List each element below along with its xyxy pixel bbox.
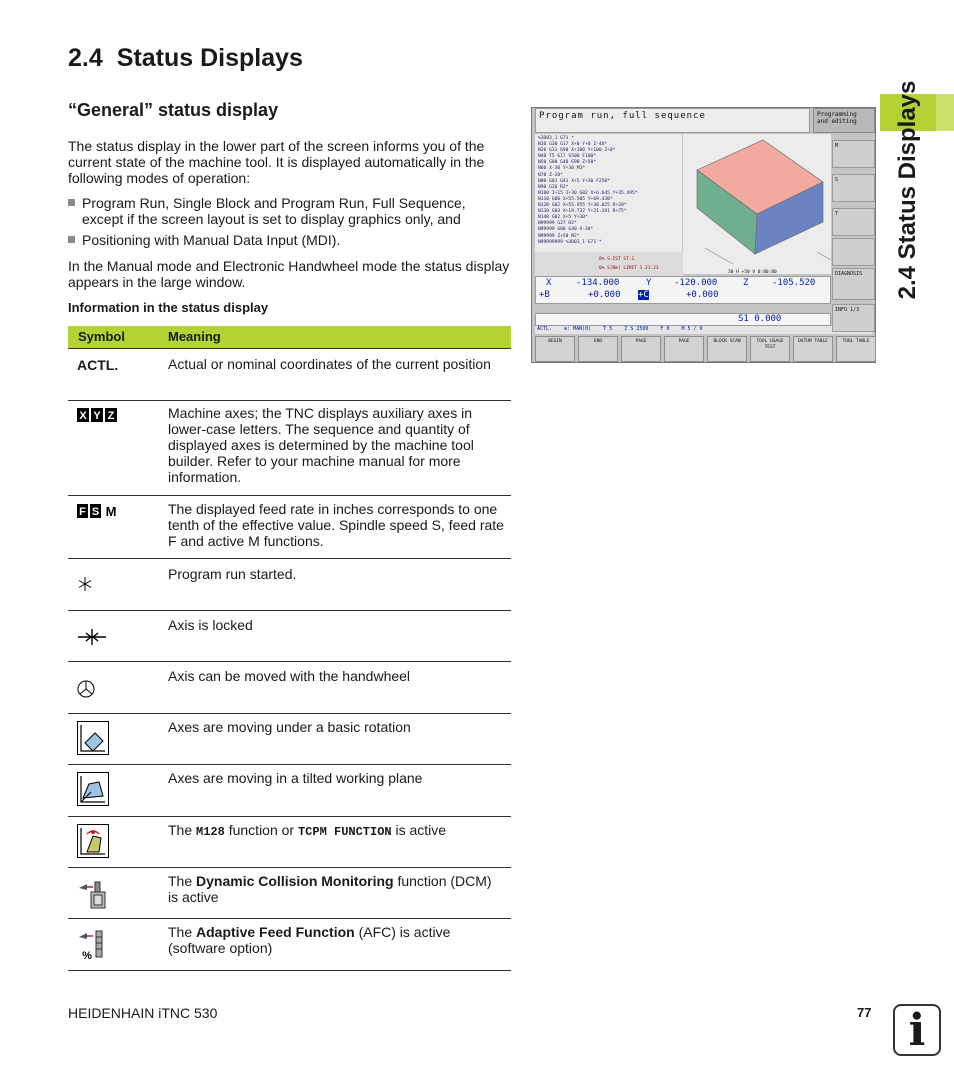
row-meaning: Axis can be moved with the handwheel (168, 668, 411, 684)
tcpm-code: TCPM FUNCTION (297, 825, 392, 839)
page-down-softkey[interactable]: PAGE (664, 336, 704, 362)
row-meaning: The displayed feed rate in inches corresponds to one tenth of the effective value. Spindle speed S, feed rate F and active M functions. (168, 501, 504, 549)
table-header (68, 326, 511, 349)
svg-text:F: F (79, 506, 86, 518)
y-axis-label: Y (646, 278, 652, 288)
workpiece-graphic (683, 134, 831, 274)
meaning-text: The (168, 873, 197, 889)
svg-text:S: S (91, 506, 100, 518)
table-row (68, 817, 511, 868)
adaptive-feed-icon (77, 929, 111, 963)
section-label: Information in the status display (68, 300, 269, 315)
z-axis-value: -105.520 (772, 278, 816, 288)
tcpm-function-icon (77, 824, 109, 858)
row-meaning: Axis is locked (168, 617, 253, 633)
dcm-name: Dynamic Collision Monitoring (196, 873, 394, 889)
meaning-text: (AFC) is active (software option) (168, 924, 451, 956)
end-softkey[interactable]: END (578, 336, 618, 362)
table-row (68, 714, 511, 765)
row-meaning (168, 924, 504, 956)
page-title (68, 44, 303, 73)
subheading: “General” status display (68, 100, 279, 120)
handwheel-icon (77, 680, 95, 698)
time-display: 30 H +50 V 0:00:00 (728, 270, 777, 275)
row-meaning: Program run started. (168, 566, 297, 582)
graphics-window (683, 134, 831, 274)
meaning-text: The (168, 924, 197, 940)
spindle-display (535, 313, 831, 326)
xyz-axes-icon (77, 408, 117, 422)
intro-paragraph: The status display in the lower part of the screen informs you of the current state of the machine tool. It is displayed automatically in the following modes of operation: (68, 138, 485, 186)
svg-text:%: % (82, 950, 92, 962)
table-row (68, 868, 511, 919)
program-run-star-icon (77, 576, 93, 592)
info-glyph: i (908, 1005, 926, 1056)
row-meaning: Axes are moving under a basic rotation (168, 719, 411, 735)
meaning-text: is active (391, 822, 447, 838)
blank-softkey[interactable] (832, 238, 875, 266)
bottom-softkey-row (535, 336, 875, 362)
s-softkey[interactable]: S (832, 174, 875, 202)
meaning-text: function (DCM) is active (168, 873, 492, 905)
svg-text:X: X (79, 410, 87, 422)
section-number: 2.4 (68, 44, 103, 72)
section-title: Status Displays (116, 44, 303, 72)
status-window (535, 252, 683, 276)
c-axis-label: +C (638, 290, 649, 300)
actl-bar-text: ACTL. ⊕: MAN(0) T 5 Z S 2500 F 0 M 5 / 9 (537, 326, 703, 332)
tool-usage-test-softkey[interactable]: TOOL USAGE TEST (750, 336, 790, 362)
program-listing: %3D03_1 G71 * N10 G30 G17 X+0 Y+0 Z-40* N20 G31 G90 X+100 Y+100 Z+0* N40 T5 G17 S500 F100* N50 G00 G40 G90 Z+50* N60 X-30 Y+30 M3* N70 Z-20* N80 G01 G41 X+5 Y+30 F250* N90 G26 R2* N100 I+15 J+30 G02 X+6.645 Y+35.495* N110 G06 X+55.505 Y+69.430* N120 G02 X+55.955 Y+30.025 R+20* N130 G03 X+19.732 Y+21.191 R+75* N140 G02 X+5 Y+30* N99999 G27 R2* N99999 G00 G40 X-30* N99999 Z+50 M2* N99999999 %3D03_1 G71 * (535, 134, 682, 252)
table-row (68, 401, 511, 496)
actl-status-bar (535, 326, 872, 334)
status-symbol-table (68, 326, 511, 971)
b-axis-label: +B (539, 290, 550, 300)
meaning-text: function or (224, 822, 298, 838)
c-axis-value: +0.000 (686, 290, 719, 300)
row-meaning: Axes are moving in a tilted working plane (168, 770, 423, 786)
position-display (535, 276, 831, 304)
info-softkey[interactable]: INFO 1/3 (832, 304, 875, 332)
row-meaning (168, 822, 504, 840)
tnc-screenshot (531, 107, 876, 363)
screen-mode-title: Program run, full sequence (535, 108, 810, 133)
table-row (68, 496, 511, 559)
row-meaning: Actual or nominal coordinates of the current position (168, 356, 491, 372)
diagnosis-softkey[interactable]: DIAGNOSIS (832, 268, 875, 300)
m-softkey[interactable]: M (832, 140, 875, 168)
block-scan-softkey[interactable]: BLOCK SCAN (707, 336, 747, 362)
basic-rotation-icon (77, 721, 109, 755)
status-line-2: 0% S[Nm] LIMIT 1 21:23 (599, 266, 659, 271)
m128-code: M128 (196, 825, 225, 839)
svg-text:M: M (105, 504, 117, 518)
table-row (68, 559, 511, 611)
table-row (68, 919, 511, 971)
spindle-value: S1 0.000 (738, 314, 782, 324)
x-axis-value: -134.000 (576, 278, 620, 288)
chapter-tab-edge (936, 94, 954, 131)
side-chapter-title: 2.4 Status Displays (894, 80, 921, 300)
axis-locked-icon (77, 628, 107, 646)
right-softkey-column (832, 134, 875, 334)
svg-text:Y: Y (93, 410, 101, 422)
footer-product: HEIDENHAIN iTNC 530 (68, 1005, 218, 1021)
b-axis-value: +0.000 (588, 290, 621, 300)
row-meaning: Machine axes; the TNC displays auxiliary axes in lower-case letters. The sequence and quantity of displayed axes is determined by the machine tool builder. Refer to your machine manual for more information. (168, 405, 474, 485)
t-softkey[interactable]: T (832, 208, 875, 236)
table-row (68, 765, 511, 817)
tool-table-softkey[interactable]: TOOL TABLE (836, 336, 876, 362)
header-meaning: Meaning (168, 329, 221, 344)
header-symbol: Symbol (78, 329, 125, 344)
bullet-item-1: Program Run, Single Block and Program Run, Full Sequence, except if the screen layout is set to display graphics only, and (68, 195, 510, 227)
table-row (68, 349, 511, 401)
collision-monitoring-icon (77, 880, 111, 910)
page-number: 77 (857, 1005, 872, 1020)
info-icon (893, 1004, 941, 1056)
programming-mode-button[interactable]: Programming and editing (813, 108, 875, 133)
manual-mode-paragraph: In the Manual mode and Electronic Handwheel mode the status display appears in the large window. (68, 258, 510, 290)
bullet-item-2: Positioning with Manual Data Input (MDI). (68, 232, 510, 248)
y-axis-value: -120.000 (674, 278, 718, 288)
row-meaning (168, 873, 504, 905)
z-axis-label: Z (743, 278, 749, 288)
svg-text:Z: Z (107, 410, 115, 422)
datum-table-softkey[interactable]: DATUM TABLE (793, 336, 833, 362)
table-row (68, 611, 511, 662)
table-row (68, 662, 511, 714)
x-axis-label: X (546, 278, 552, 288)
begin-softkey[interactable]: BEGIN (535, 336, 575, 362)
page-up-softkey[interactable]: PAGE (621, 336, 661, 362)
feed-spindle-icon (77, 504, 121, 518)
status-line-1: 0% S-IST ST:1 (599, 257, 635, 262)
afc-name: Adaptive Feed Function (196, 924, 355, 940)
tilted-plane-icon (77, 772, 109, 806)
actl-symbol: ACTL. (77, 357, 119, 373)
meaning-text: The (168, 822, 197, 838)
